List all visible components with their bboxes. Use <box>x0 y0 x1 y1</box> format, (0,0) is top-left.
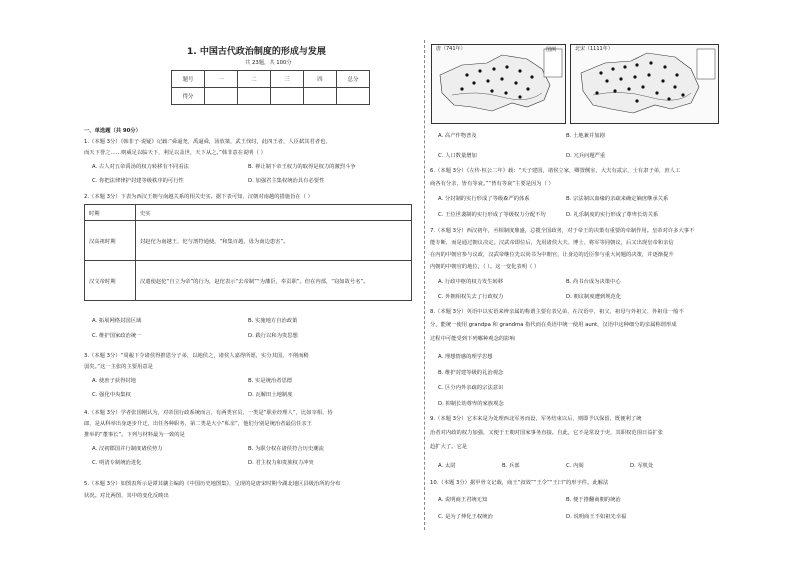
map-song-label: 北宋（1111年） <box>575 46 613 52</box>
q6-option-c[interactable]: C. 王位世袭制的实行形成了等级权力分配不均 <box>438 212 546 218</box>
question-5-line: 5.（本题 3分）如图表所示是谭其骧主编的《中国历史地图集》，呈现的是唐宋时期今湖北地区县级治所的分布 <box>84 481 341 487</box>
q9-option-b[interactable]: B. 兵部 <box>502 463 520 469</box>
q1-option-d[interactable]: D. 加强君主集权统治具有必要性 <box>248 178 325 184</box>
q2-option-b[interactable]: B. 实施地方自治政策 <box>248 318 298 324</box>
score-cell: 总分 <box>337 71 370 88</box>
q4-option-d[interactable]: D. 君主权力和贵族权力冲突 <box>248 460 314 466</box>
question-9-line: 趋扩大了。它是 <box>430 444 468 450</box>
q5-option-d[interactable]: D. 冗兵问题严重 <box>566 153 606 159</box>
score-entry[interactable] <box>337 88 370 105</box>
page-title: 1. 中国古代政治制度的形成与发展 <box>187 47 326 57</box>
q5-option-c[interactable]: C. 人口数量增加 <box>438 153 477 159</box>
q5-option-b[interactable]: B. 土地兼并加剧 <box>566 133 605 139</box>
score-entry[interactable] <box>271 88 304 105</box>
table-header: 时期 <box>85 205 136 221</box>
q2-option-d[interactable]: D. 践行以和为贵思想 <box>248 333 298 339</box>
question-4-line: 郎，是从科举出身逐步升迁，出任各种职务，第二类是大小“私亲”，他们分别是统治者最信任亲王 <box>84 421 312 427</box>
q2-option-c[interactable]: C. 维护国家政治统一 <box>92 333 142 339</box>
score-table <box>171 70 370 105</box>
question-2-stem: 2.（本题 3分）下表为西汉王朝与南越关系的相关史实。据下表可知，汉朝对南越的措施旨在（ ） <box>84 194 313 200</box>
map-tang-label: 唐（741年） <box>436 46 466 52</box>
map-song-svg <box>571 45 718 123</box>
q9-option-d[interactable]: D. 军机处 <box>630 463 654 469</box>
score-cell: 一 <box>205 71 238 88</box>
q8-option-c[interactable]: C. 区分内外亲疏的宗法意识 <box>438 385 504 391</box>
q7-option-a[interactable]: A. 行政中枢的权力发生转移 <box>438 279 504 285</box>
q6-option-d[interactable]: D. 礼乐制度的实行形成了尊卑长幼关系 <box>566 212 659 218</box>
q10-option-c[interactable]: C. 是为了伸化王权统治 <box>438 514 493 520</box>
q1-option-b[interactable]: B. 禅让制下帝王权力的取得是权力的激烈斗争 <box>248 164 356 170</box>
question-8-line: 分，能统一使用 grandpa 和 grandma 指代而在英语中统一使用 aunt，汉语中这种细分的亲属称谓形成 <box>430 322 677 328</box>
q10-option-b[interactable]: B. 便于推翻商朝的统治 <box>566 497 621 503</box>
question-4-line: 推举的“董事长”。下列与材料最为一致的是 <box>84 432 185 438</box>
table-cell: 汉高祖时期 <box>85 221 136 261</box>
score-entry[interactable] <box>205 88 238 105</box>
question-5-line: 状况。对比两图，其中的变化反映出 <box>84 493 169 499</box>
question-1-line: 1.（本题 3分）《韩非子·说疑》记载:“舜逼尧，禹逼舜，汤放桀，武王伐纣，此四王者，人臣弑其君者也， <box>84 139 331 145</box>
question-7-line: 能专断，而是通过朝议决定。汉武帝即位后，先用诸侯大夫、博士、将军等同朝议，后又出现皇帝和亲信 <box>430 240 674 246</box>
map-song <box>570 44 719 124</box>
question-3-line: 3.（本题 3分）“周赧下令诸侯得推恩分子弟，以地侯之，诸侯人嘉得所愿，实分其国，不削而稍 <box>84 353 309 359</box>
q4-option-b[interactable]: B. 为职分权在诸侯符合历史潮流 <box>248 446 324 452</box>
q4-option-c[interactable]: C. 明清专制统治进化 <box>92 460 142 466</box>
q8-option-b[interactable]: B. 维护封建等级的礼治观念 <box>438 370 504 376</box>
score-entry[interactable] <box>238 88 271 105</box>
q6-option-b[interactable]: B. 宗法制以血缘的亲疏来确定嫡庶继承关系 <box>566 196 669 202</box>
question-7-line: 内朝的中朝官的地位，（ ）。这一变化表明（ ） <box>430 264 540 270</box>
q7-option-c[interactable]: C. 外朝相权失去了行政权力 <box>438 294 504 300</box>
q8-option-a[interactable]: A. 理想情感的理学思想 <box>438 354 493 360</box>
column-divider <box>424 40 425 530</box>
table-header: 史实 <box>136 205 412 221</box>
q9-option-a[interactable]: A. 太尉 <box>438 463 456 469</box>
page-subtitle: 共 23题，共 100分 <box>245 60 292 66</box>
q5-option-a[interactable]: A. 高产作物普及 <box>438 133 477 139</box>
q1-option-c[interactable]: C. 你把法律律护封建等级秩序的可行性 <box>92 178 184 184</box>
question-9-line: 9.（本题 3分）它本来是为处理西北军务而设，军务结束以后，则即予以保留，既便利了统 <box>430 416 642 422</box>
question-8-line: 8.（本题 3分）英语中以实语来辨亲属的称谓主要有表兄弟，在汉语中，祖父、祖母与外祖父、外祖母一般不 <box>430 309 684 315</box>
map-legend-title: 图例 <box>546 47 557 53</box>
score-cell: 四 <box>304 71 337 88</box>
question-8-line: 过程中可能受到下列哪种观念的影响 <box>430 336 515 342</box>
table-cell: 封赵佗为南越王，佗与剖符通使，“和集百越，毋为南边患害”。 <box>136 221 412 261</box>
q3-option-d[interactable]: D. 瓦解田土地制度 <box>248 392 293 398</box>
table-cell: 汉遣使赵佗“自立为帝”的行为，赵佗表示“去帝制”“为藩臣，奉贡职”。但在内部，“窃如故号名”。 <box>136 261 412 301</box>
q3-option-a[interactable]: A. 使庶子获得封地 <box>92 378 136 384</box>
map-tang <box>431 44 566 124</box>
q8-option-d[interactable]: D. 抑制长幼尊卑的家族观念 <box>438 401 504 407</box>
q2-option-a[interactable]: A. 拓展网络封国区域 <box>92 318 142 324</box>
question-10-line: 10.（本题 3分）据甲骨文记载，商王“叔效”“王令”“王曰”的形字件。此解法 <box>430 480 609 486</box>
score-cell: 二 <box>238 71 271 88</box>
score-entry[interactable] <box>304 88 337 105</box>
question-7-line: 7.（本题 3分）西汉初年，丞相制度鼎盛，总揽全国政务，对于帝王的决策有重要的牵制作用。皇帝对许多大事不 <box>430 228 695 234</box>
q10-option-d[interactable]: D. 说明商王不如祖先幸福 <box>566 514 627 520</box>
history-table <box>84 204 412 301</box>
q3-option-c[interactable]: C. 强化中央集权 <box>92 392 131 398</box>
question-1-line: 而天下誉之……则威足以临天下，利足以盖世，天下从之。”韩非意在说明（ ） <box>84 150 266 156</box>
section-heading: 一、单选题（共 90分） <box>84 128 141 134</box>
q4-option-a[interactable]: A. 汉初郡国并行制度诸侯势力 <box>92 446 163 452</box>
q6-option-a[interactable]: A. 分封制的实行形成了等级森严的体系 <box>438 196 530 202</box>
score-cell: 题号 <box>172 71 205 88</box>
score-cell: 得分 <box>172 88 205 105</box>
q7-option-d[interactable]: D. 朝议制度遭到规范化 <box>566 294 622 300</box>
q1-option-a[interactable]: A. 古人对五帝禹汤的权力转移有不同看法 <box>92 164 189 170</box>
q3-option-b[interactable]: B. 实是统治者思德 <box>248 378 293 384</box>
question-6-line: 商各有分亲，皆有等衰。”“皆有等衰”主要是因为（ ） <box>430 181 554 187</box>
table-cell: 汉文帝时期 <box>85 261 136 301</box>
score-cell: 三 <box>271 71 304 88</box>
q9-option-c[interactable]: C. 内阁 <box>566 463 584 469</box>
question-7-line: 在内的中朝官参与议政，汉武帝继位先以尚书为中朝官，让身边的近臣参与重大问题的决策，并逐渐提升 <box>430 252 674 258</box>
q10-option-a[interactable]: A. 说明商王君统无知 <box>438 497 488 503</box>
question-4-line: 4.（本题 3分）学者张国刚认为，对帝国行政系统而言，有两类官员，一类是“职业经理人”，比如宰相、侍 <box>84 410 333 416</box>
q7-option-b[interactable]: B. 尚书台成为决策中心 <box>566 279 621 285</box>
question-3-line: 弱矣。”这一主张的主要用意是 <box>84 364 153 370</box>
question-6-line: 6.（本题 3分）《左传·桓公二年》载：“天子建国，诸侯立家，卿置侧室，大夫有贰宗，士有隶子弟，庶人工 <box>430 168 681 174</box>
question-9-line: 治者对内政的权力加强，又便于王朝对国家事务直接。自此，它不是常设于吏，其职权范围日益扩张 <box>430 430 664 436</box>
map-tang-svg <box>432 45 565 123</box>
